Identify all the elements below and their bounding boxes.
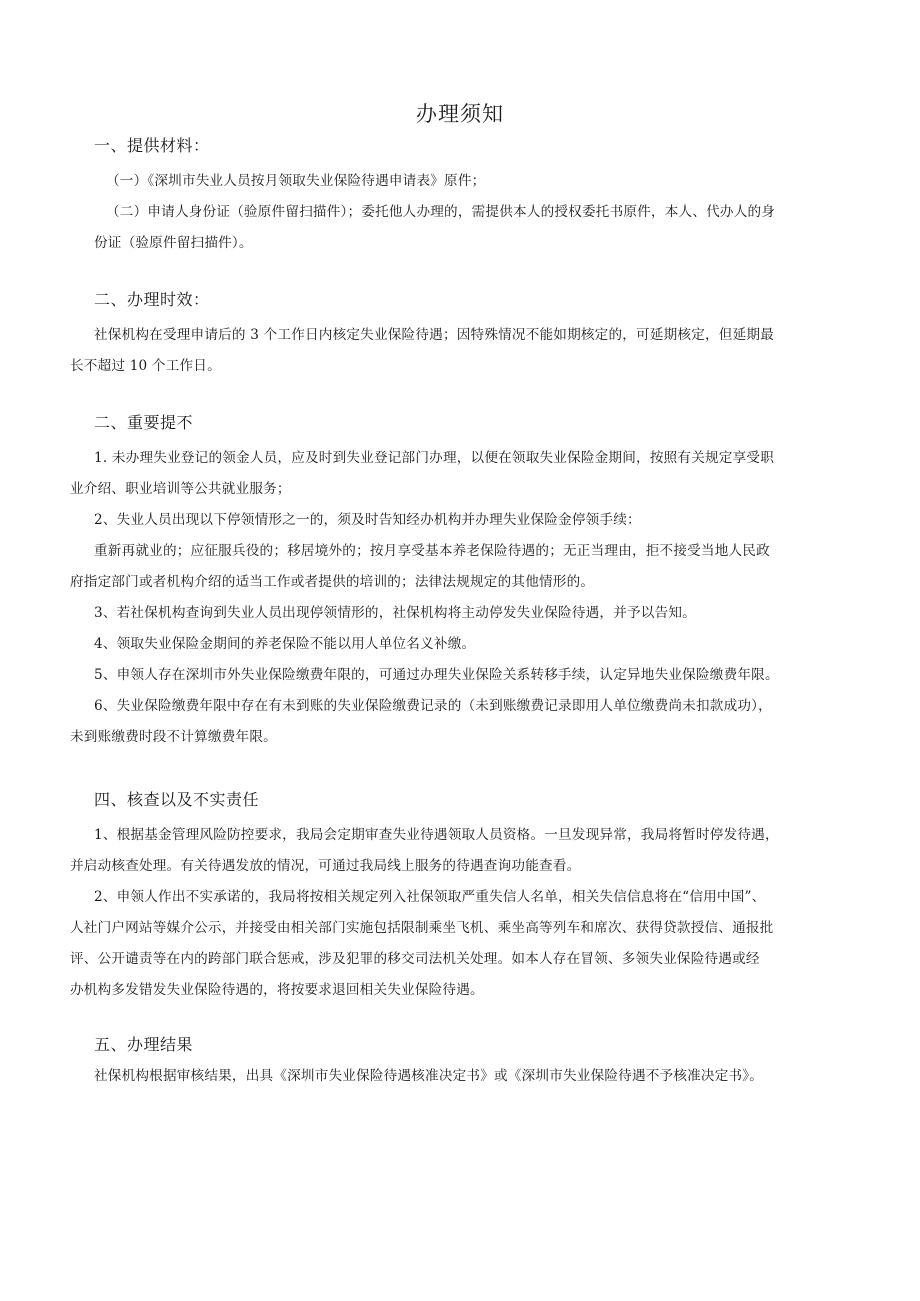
- page-title: 办理须知: [416, 102, 504, 126]
- paragraph: 5、申领人存在深圳市外失业保险缴费年限的，可通过办理失业保险关系转移手续，认定异地失业保险缴费年限。: [94, 667, 779, 683]
- paragraph: 4、领取失业保险金期间的养老保险不能以用人单位名义补缴。: [94, 636, 476, 652]
- paragraph: 并启动核查处理。有关待遇发放的情况，可通过我局线上服务的待遇查询功能查看。: [70, 858, 581, 874]
- paragraph: 3、若社保机构查询到失业人员出现停领情形的，社保机构将主动停发失业保险待遇，并予以告知。: [94, 605, 696, 621]
- paragraph: 份证（验原件留扫描件）。: [94, 235, 253, 251]
- paragraph: 长不超过 10 个工作日。: [70, 358, 221, 374]
- section-heading: 二、重要提不: [94, 413, 194, 432]
- section-timeliness: [70, 288, 874, 374]
- paragraph: （一）《深圳市失业人员按月领取失业保险待遇申请表》原件；: [106, 173, 486, 189]
- paragraph: 6、失业保险缴费年限中存在有未到账的失业保险缴费记录的（未到账缴费记录即用人单位缴费尚未扣款成功），: [94, 698, 772, 714]
- paragraph: 未到账缴费时段不计算缴费年限。: [70, 729, 277, 745]
- section-heading: 一、提供材料：: [94, 136, 210, 155]
- section-heading: 五、办理结果: [94, 1035, 194, 1054]
- paragraph: 1、根据基金管理风险防控要求，我局会定期审查失业待遇领取人员资格。一旦发现异常，我局将暂时停发待遇，: [94, 827, 779, 843]
- paragraph: 1. 未办理失业登记的领金人员，应及时到失业登记部门办理，以便在领取失业保险金期间，按照有关规定享受职: [94, 450, 774, 466]
- paragraph: 评、公开谴责等在内的跨部门联合惩戒，涉及犯罪的移交司法机关处理。如本人存在冒领、多领失业保险待遇或经: [70, 951, 760, 967]
- paragraph: 重新再就业的；应征服兵役的；移居境外的；按月享受基本养老保险待遇的；无正当理由，拒不接受当地人民政: [94, 543, 770, 559]
- paragraph: 办机构多发错发失业保险待遇的，将按要求退回相关失业保险待遇。: [70, 982, 484, 998]
- paragraph: 社保机构在受理申请后的 3 个工作日内核定失业保险待遇；因特殊情况不能如期核定的，可延期核定，但延期最: [94, 327, 774, 343]
- section-heading: 四、核查以及不实责任: [94, 790, 260, 809]
- section-result: [94, 1033, 874, 1088]
- paragraph: 人社门户网站等媒介公示，并接受由相关部门实施包括限制乘坐飞机、乘坐高等列车和席次、获得贷款授信、通报批: [70, 920, 774, 936]
- paragraph: 社保机构根据审核结果，出具《深圳市失业保险待遇核准决定书》或《深圳市失业保险待遇不予核准决定书》。: [94, 1068, 764, 1084]
- section-verification: [70, 788, 874, 998]
- paragraph: 2、失业人员出现以下停领情形之一的，须及时告知经办机构并办理失业保险金停领手续：: [94, 512, 641, 528]
- section-materials: [94, 134, 874, 251]
- section-heading: 二、办理时效：: [94, 290, 210, 309]
- paragraph: 府指定部门或者机构介绍的适当工作或者提供的培训的；法律法规规定的其他情形的。: [70, 574, 595, 590]
- paragraph: （二）申请人身份证（验原件留扫描件）；委托他人办理的，需提供本人的授权委托书原件，本人、代办人的身: [106, 204, 776, 220]
- section-important-notes: [70, 411, 874, 745]
- paragraph: 业介绍、职业培训等公共就业服务；: [70, 481, 291, 497]
- paragraph: 2、申领人作出不实承诺的，我局将按相关规定列入社保领取严重失信人名单，相关失信信息将在“信用中国”、: [94, 889, 766, 905]
